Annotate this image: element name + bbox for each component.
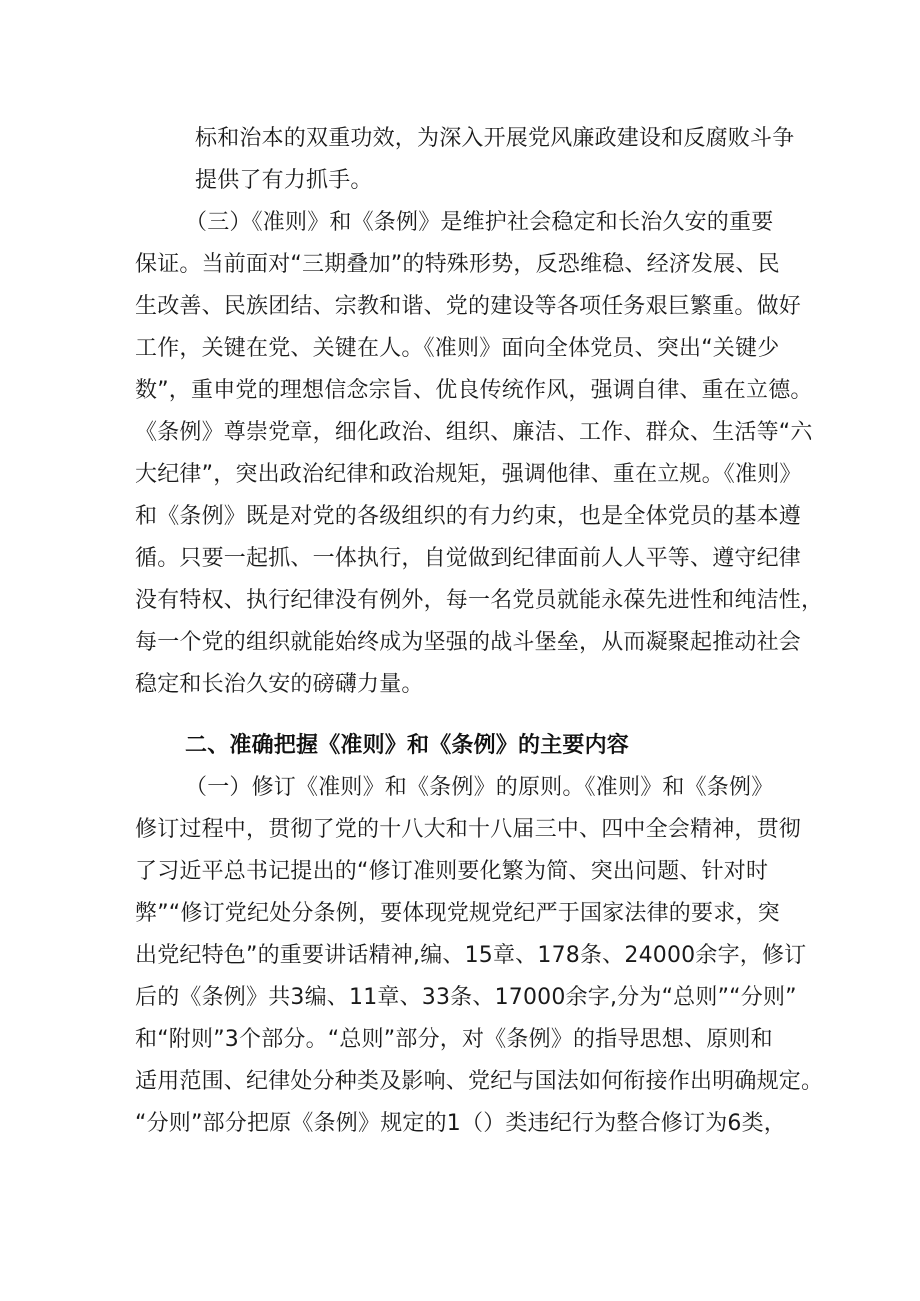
text-line-11: 循。只要一起抓、一体执行，自觉做到纪律面前人人平等、遵守纪律 xyxy=(135,546,802,571)
text-line-5: 生改善、民族团结、宗教和谐、党的建设等各项任务艰巨繁重。做好 xyxy=(135,294,802,319)
text-line-6: 工作，关键在党、关键在人。《准则》面向全体党员、突出“关键少 xyxy=(135,336,780,361)
text-line-12: 没有特权、执行纪律没有例外，每一名党员就能永葆先进性和纯洁性， xyxy=(135,588,824,613)
text-line-19: 弊”“修订党纪处分条例，要体现党规党纪严于国家法律的要求，突 xyxy=(135,901,780,926)
text-line-9: 大纪律”，突出政治纪律和政治规矩，强调他律、重在立规。《准则》 xyxy=(135,462,802,487)
text-line-8: 《条例》尊崇党章，细化政治、组织、廉洁、工作、群众、生活等“六 xyxy=(135,420,813,445)
section-heading: 二、准确把握《准则》和《条例》的主要内容 xyxy=(185,733,630,758)
text-line-17: 修订过程中，贯彻了党的十八大和十八届三中、四中全会精神，贯彻 xyxy=(135,817,802,842)
text-line-2: 提供了有力抓手。 xyxy=(195,168,373,193)
text-line-24: “分则”部分把原《条例》规定的1（）类违纪行为整合修订为6类， xyxy=(135,1111,786,1136)
text-line-10: 和《条例》既是对党的各级组织的有力约束，也是全体党员的基本遵 xyxy=(135,504,802,529)
text-line-13: 每一个党的组织就能始终成为坚强的战斗堡垒，从而凝聚起推动社会 xyxy=(135,630,802,655)
paragraph-section-start: （一）修订《准则》和《条例》的原则。《准则》和《条例》 xyxy=(185,775,774,800)
text-line-1: 标和治本的双重功效，为深入开展党风廉政建设和反腐败斗争 xyxy=(195,126,795,151)
text-line-21: 后的《条例》共3编、11章、33条、17000余字,分为“总则”“分则” xyxy=(135,985,797,1010)
text-line-7: 数”，重申党的理想信念宗旨、优良传统作风，强调自律、重在立德。 xyxy=(135,378,813,403)
text-line-22: 和“附则”3个部分。“总则”部分，对《条例》的指导思想、原则和 xyxy=(135,1027,773,1052)
text-line-20: 出党纪特色”的重要讲话精神,编、15章、178条、24000余字，修订 xyxy=(135,943,807,968)
paragraph-3-start: （三）《准则》和《条例》是维护社会稳定和长治久安的重要 xyxy=(185,210,774,235)
text-line-23: 适用范围、纪律处分种类及影响、党纪与国法如何衔接作出明确规定。 xyxy=(135,1069,824,1094)
text-line-4: 保证。当前面对“三期叠加”的特殊形势，反恐维稳、经济发展、民 xyxy=(135,252,780,277)
text-line-14: 稳定和长治久安的磅礴力量。 xyxy=(135,672,424,697)
text-line-18: 了习近平总书记提出的“修订准则要化繁为简、突出问题、针对时 xyxy=(135,859,769,884)
